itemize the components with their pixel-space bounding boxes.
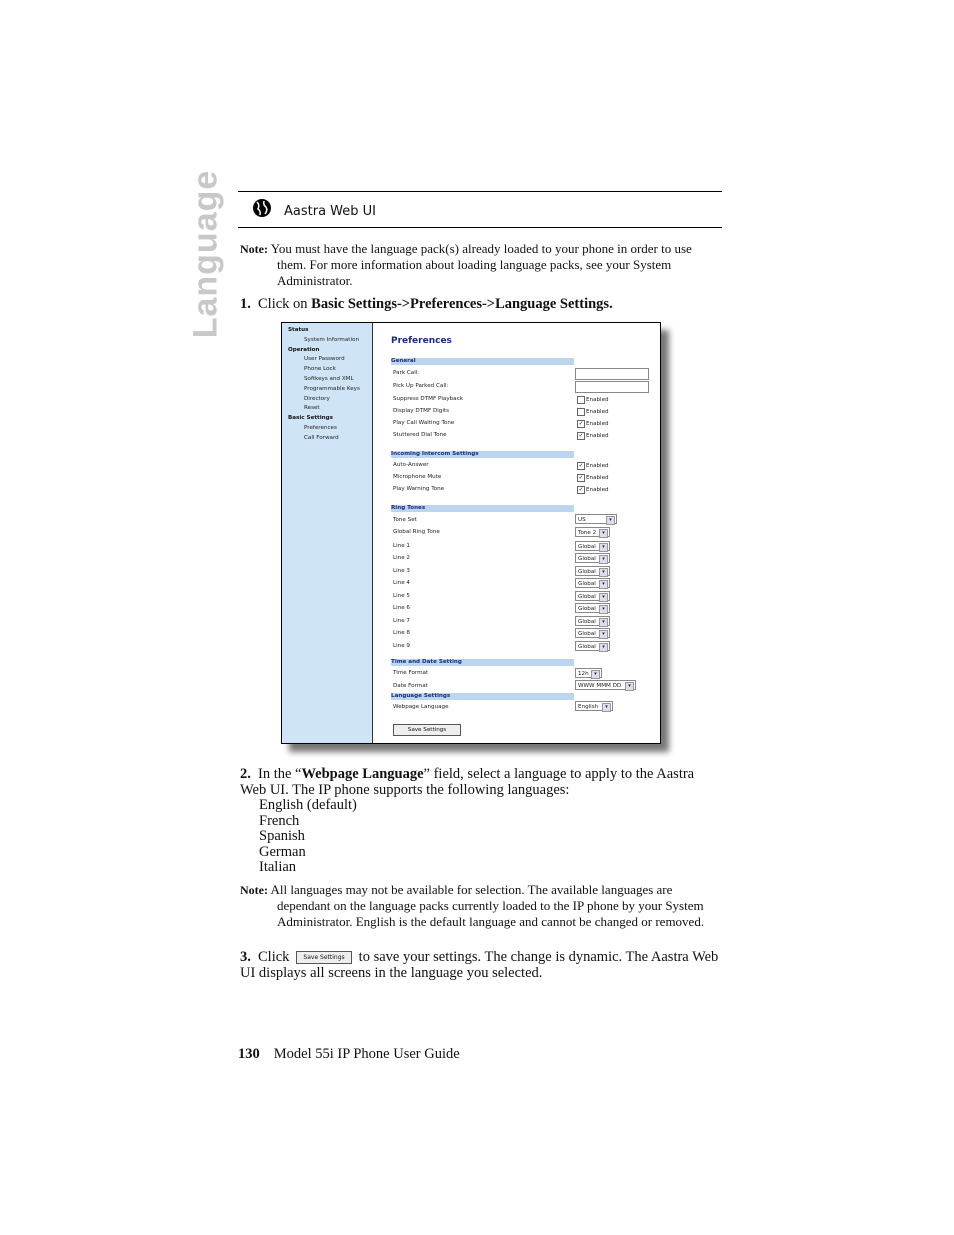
park-call-label: Park Call: [393,370,420,376]
nav-item[interactable]: User Password [304,356,345,363]
enabled-label: Enabled [586,463,609,469]
nav-item[interactable]: Programmable Keys [304,385,360,392]
cw-tone-label: Play Call Waiting Tone [393,420,455,426]
warning-tone-label: Play Warning Tone [393,486,445,492]
pickup-label: Pick Up Parked Call: [393,383,449,389]
line-label: Line 4 [393,580,410,587]
nav-item[interactable]: Directory [304,395,330,402]
tone-set-select[interactable]: US ▾ [575,514,617,524]
line-label: Line 2 [393,555,410,562]
language-list [240,798,722,876]
line-ring-select[interactable]: Global ▾ [575,616,610,626]
section-ring-tones: Ring Tones [391,505,574,512]
header-top-rule [238,191,722,192]
line-label: Line 8 [393,630,410,637]
dtmf-suppress-label: Suppress DTMF Playback [393,396,463,402]
guide-title: Model 55i IP Phone User Guide [273,1046,460,1062]
chevron-down-icon: ▾ [599,529,608,538]
enabled-label: Enabled [586,421,609,427]
language-item: Italian [259,859,297,875]
dtmf-display-label: Display DTMF Digits [393,408,450,414]
enabled-label: Enabled [586,475,609,481]
line-label: Line 7 [393,617,410,624]
mic-mute-checkbox[interactable]: ✓ [578,475,584,481]
chevron-down-icon: ▾ [599,630,608,639]
webpage-language-label: Webpage Language [393,704,449,710]
pickup-input[interactable] [575,381,649,393]
chevron-down-icon: ▾ [602,703,611,712]
section-general: General [391,358,574,365]
nav-item: Operation [288,346,320,353]
page-title: Preferences [391,336,452,346]
enabled-label: Enabled [586,487,609,493]
time-format-select[interactable]: 12h ▾ [575,668,602,678]
line-ring-select[interactable]: Global ▾ [575,591,610,601]
auto-answer-checkbox[interactable]: ✓ [578,463,584,469]
nav-item[interactable]: Softkeys and XML [304,376,354,382]
chevron-down-icon: ▾ [599,618,608,627]
note-availability: Note: All languages may not be available for selection. The available languages are dependant on the language packs currently loaded to the IP phone by your System Administrator. English is the default language and cannot be changed or removed. [240,882,705,929]
chevron-down-icon: ▾ [599,580,608,589]
note-language-pack: Note: You must have the language pack(s) already loaded to your phone in order to use them. For more information about loading language packs, see your System Administrator. [240,241,692,288]
line-ring-select[interactable]: Global ▾ [575,603,610,613]
language-item: Spanish [259,828,305,844]
nav-item: Status [288,327,309,333]
global-ring-label: Global Ring Tone [393,529,440,535]
section-time-date: Time and Date Setting [391,659,574,666]
stutter-checkbox[interactable]: ✓ [578,433,584,439]
chevron-down-icon: ▾ [599,543,608,552]
line-ring-select[interactable]: Global ▾ [575,553,610,563]
webpage-language-select[interactable]: English ▾ [575,701,613,711]
park-call-input[interactable] [575,368,649,380]
cw-tone-checkbox[interactable]: ✓ [578,421,584,427]
line-label: Line 5 [393,592,410,599]
globe-icon [252,198,272,218]
nav-item[interactable]: Call Forward [304,434,339,441]
chevron-down-icon: ▾ [599,593,608,602]
line-label: Line 9 [393,642,410,649]
preferences-screenshot [281,322,661,744]
line-ring-select[interactable]: Global ▾ [575,578,610,588]
chevron-down-icon: ▾ [591,670,600,679]
language-item: French [259,812,300,829]
dtmf-suppress-checkbox[interactable] [577,396,585,404]
chevron-down-icon: ▾ [606,516,615,525]
stutter-label: Stuttered Dial Tone [393,432,447,438]
side-section-tab: Language [186,169,225,339]
header-bottom-rule [238,227,722,228]
preferences-panel [373,323,660,743]
section-intercom: Incoming Intercom Settings [391,451,574,458]
line-ring-select[interactable]: Global ▾ [575,541,610,551]
date-format-label: Date Format [393,683,428,689]
chevron-down-icon: ▾ [599,555,608,564]
chevron-down-icon: ▾ [599,605,608,614]
nav-item[interactable]: System Information [304,336,360,343]
chevron-down-icon: ▾ [599,643,608,652]
step-1: 1. Click on Basic Settings->Preferences->Language Settings. [240,296,613,312]
page-number: 130 [238,1046,260,1062]
save-settings-button[interactable]: Save Settings [393,724,461,736]
nav-sidebar [282,323,373,743]
time-format-label: Time Format [393,670,429,676]
nav-item: Basic Settings [288,415,333,422]
enabled-label: Enabled [586,397,609,403]
line-ring-select[interactable]: Global ▾ [575,641,610,651]
step-3: 3. Click Save Settings to save your settings. The change is dynamic. The Aastra Web UI displays all screens in the language you selected. [240,949,719,981]
language-item: English (default) [259,797,357,813]
line-label: Line 6 [393,605,410,612]
nav-item[interactable]: Phone Lock [304,366,336,373]
nav-item[interactable]: Preferences [304,425,337,431]
line-ring-select[interactable]: Global ▾ [575,566,610,576]
chevron-down-icon: ▾ [625,682,634,691]
header-brand: Aastra Web UI [284,204,376,219]
line-ring-select[interactable]: Global ▾ [575,628,610,638]
page-footer [238,1046,460,1063]
section-language-settings: Language Settings [391,693,574,700]
dtmf-display-checkbox[interactable] [577,408,585,416]
line-label: Line 1 [393,543,410,549]
global-ring-select[interactable]: Tone 2 ▾ [575,527,610,537]
tone-set-label: Tone Set [393,517,417,523]
line-label: Line 3 [393,567,410,574]
save-settings-inline-button: Save Settings [296,951,352,964]
warning-tone-checkbox[interactable]: ✓ [578,487,584,493]
enabled-label: Enabled [586,409,609,415]
mic-mute-label: Microphone Mute [393,474,442,480]
date-format-select[interactable]: WWW MMM DD ▾ [575,680,636,690]
step-2: 2. In the “Webpage Language” field, select a language to apply to the Aastra Web UI. The IP phone supports the following languages: English (default) French Spanish German Italian [240,767,722,876]
nav-item[interactable]: Reset [304,405,320,412]
auto-answer-label: Auto-Answer [393,462,429,468]
enabled-label: Enabled [586,433,609,439]
language-item: German [259,843,306,860]
chevron-down-icon: ▾ [599,568,608,577]
